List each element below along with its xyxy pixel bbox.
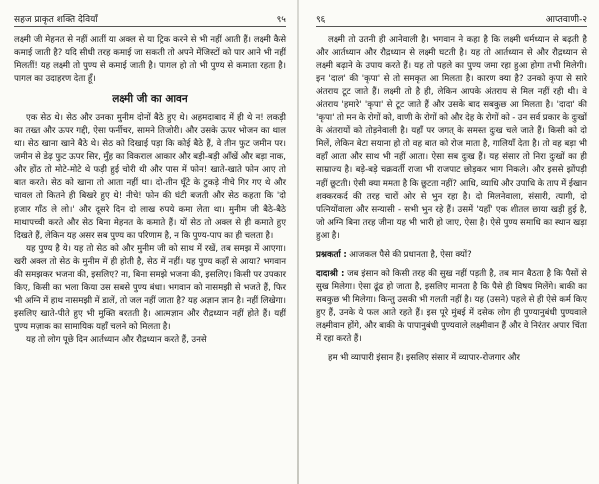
- left-page: [0, 0, 296, 484]
- right-page-header: [316, 12, 587, 27]
- answer-text: जब इंसान को किसी तरह की सुख नहीं पड़ती है, तब मान बैठता है कि पैसों से सुख मिलेगा। ऐसा ढूंढ हो जाता है, इसलिए मानता है कि पैसे ही विषय मिलेंगे। बाकी का सबकुछ भी मिलेगा। किन्तु उसकी भी गलती नहीं है। यह (उसने) पहले से ही ऐसे कर्म किए हुए हैं, उनके ये फल आते रहते हैं। इस पूरे मुंबई में दसेक लोग ही पुण्यानुबंधी पुण्यवाले लक्ष्मीवान होंगे, और बाकी के पापानुबंधी पुण्यवाले लक्ष्मीवान हैं और वे निरंतर अपार चिंता में रहा करते हैं।: [316, 268, 587, 345]
- answer-paragraph: [316, 268, 587, 346]
- section-heading: लक्ष्मी जी का आवन: [112, 93, 188, 106]
- left-paragraph-4: यह तो लोग पूछे दिन आर्तध्यान और रौद्रध्यान करते हैं, उनसे: [26, 334, 207, 345]
- right-header-title: आप्तवाणी-२: [545, 15, 587, 25]
- right-paragraph-1: लक्ष्मी तो उतनी ही आनेवाली है। भगवान ने कहा है कि लक्ष्मी धर्मध्यान से बढ़ती है और आर्तध्यान और रौद्रध्यान से लक्ष्मी घटती है। यह तो आर्तध्यान से और रौद्रध्यान से लक्ष्मी बढ़ाने के उपाय करते हैं। यह तो पहले का पुण्य जमा रहा हुआ होगा तभी मिलेगी। इन 'दाल' की 'कृपा' से तो समकृत आ मिलता है। कारण क्या है? उनको कृपा से सारे अंतराय टूट जाते हैं। लक्ष्मी तो है ही, लेकिन आपके अंतराय से मिल नहीं रही थी। वे अंतराय 'हमारे' 'कृपा' से टूट जाते हैं और उसके बाद सबकुछ आ मिलता है। 'दादा' की 'कृपा' तो मन के रोगों को, वाणी के रोगों को और देह के रोगों को - उन सर्व प्रकार के दुःखों के अंतरायों को तोड़नेवाली है। यहाँ पर जगत् के समस्त दुःख चले जाते हैं। किसी को दो मिलें, लेकिन बेटा सयाना हो तो वह बात को रोज माता है, गालियाँ देता है। तो वह बड़ा भी वहाँ आता और साथ भी नहीं आता। ऐसा सब दुःख हैं। यह संसार तो निरा दुःखों का ही साम्राज्य है। बड़े-बड़े चक्रवर्ती राजा भी राजपाट छोड़कर भाग निकले। और इससे झोंपड़ी नहीं छूटती। ऐसी क्या ममता है कि छूटता नहीं? आधि, व्याधि और उपाधि के ताप में ईखान शक्करकर्द की तरह चारों ओर से भुन रहा है। दो मिलनेवाला, संसारी, त्यागी, दो पत्नियोंवाला और सन्यासी - सभी भुन रहे हैं। उसमें 'यहाँ' एक शीतल छाया खड़ी हुई है, जो अग्नि बिना तरह जीना यह भी भारी हो जाए, ऐसा है। ऐसे पुण्य समाधि का स्थान खड़ा हुआ है।: [316, 35, 587, 241]
- answerer-label: दादाश्री :: [316, 268, 345, 279]
- left-paragraph-1: लक्ष्मी जी मेहनत से नहीं आतीं या अक्ल से या ट्रिक करने से भी नहीं आती हैं। लक्ष्मी कैसे कमाई जाती है? यदि सीधी तरह कमाई जा सकती तो अपने मेंजिस्टों को पार आने भी नहीं मिलतीं! यह लक्ष्मी तो पुण्य से कमाई जाती है। पागल हो तो भी पुण्य से कमाता रहता है। पागल का उदाहरण देता हूँ।: [14, 35, 286, 85]
- right-page-number: ९६: [316, 15, 326, 25]
- left-page-number: ९५: [276, 15, 286, 25]
- left-paragraph-3: यह पुण्य है ये। यह तो सेठ को और मुनीम जी को साथ में रखें, तब समझ में आएगा। खरी अक्ल तो सेठ के मुनीम में ही होती है, सेठ में नहीं। यह पुण्य कहाँ से आया? भगवान की समझकर भजना की, इसलिए? ना, बिना समझे भजना की, इसलिए। किसी पर उपकार किए, किसी का भला किया उस सबसे पुण्य बंधा। भगवान को नासमझी से भजते हैं, फिर भी अग्नि में हाथ नासमझी में डालें, तो जल नहीं जाता है? यह अज्ञान ज्ञान है। नहीं लिखेगा। इसलिए खाते-पीते हुए भी मुक्ति बरतती है। आत्मज्ञान और रौद्रध्यान नहीं होते हैं। यहीं पुण्य मज़ाक का सामायिक यहाँ चलने को मिलता है।: [14, 243, 286, 332]
- book-gutter: [297, 0, 299, 484]
- question-text: आजकल पैसे की प्रधानता है, ऐसा क्यों?: [349, 249, 472, 260]
- left-header-title: सहज प्राकृत शक्ति देवियाँ: [14, 15, 98, 25]
- left-page-header: [14, 12, 286, 27]
- questioner-label: प्रश्नकर्ता :: [316, 249, 347, 260]
- question-paragraph: [316, 249, 587, 262]
- right-last-line: हम भी व्यापारी इंसान हैं। इसलिए संसार में व्यापार-रोजगार और: [328, 353, 520, 364]
- left-paragraph-2: एक सेठ थे। सेठ और उनका मुनीम दोनों बैठे हुए थे। अहमदाबाद में ही थे न! लकड़ी का तख्त और ऊपर गद्दी, ऐसा फर्नीचर, सामने तिजोरी। और उसके ऊपर भोजन का थाल था। सेठ खाना खाने बैठे थे। सेठ को दिखाई पड़ा कि कोई बैठे हैं, वे तीन फुट जमीन पर। जमीन से डेढ़ फुट ऊपर सिर, मुँह का विकराल आकार और बड़ी-बड़ी आँखें और बड़ा नाक, और होंठ तो मोटे-मोटे थे फड़ी हुई चोरी थी और पास में फोन! खाते-खाते फोन आए तो बात करते। सेठ को खाना तो आता नहीं था। दो-तीन घूँटे के टुकड़े नीचे गिर गए थे और चावल तो कितने ही बिखरे हुए थे! नीचे! फोन की घंटी बजती और सेठ कहता कि 'दो हजार गाँठ ले लो।' और दूसरे दिन दो लाख रुपये कमा लेता था। मुनीम जी बैठे-बैठे माथापच्ची करते और सेठ बिना मेहनत के कमाते हैं। यों सेठ तो अक्ल से ही कमाते हुए दिखते हैं, लेकिन यह असर सब पुण्य का परिणाम है, न कि पुण्य-पाप का ही चलता है।: [14, 113, 286, 241]
- right-page: [300, 0, 599, 484]
